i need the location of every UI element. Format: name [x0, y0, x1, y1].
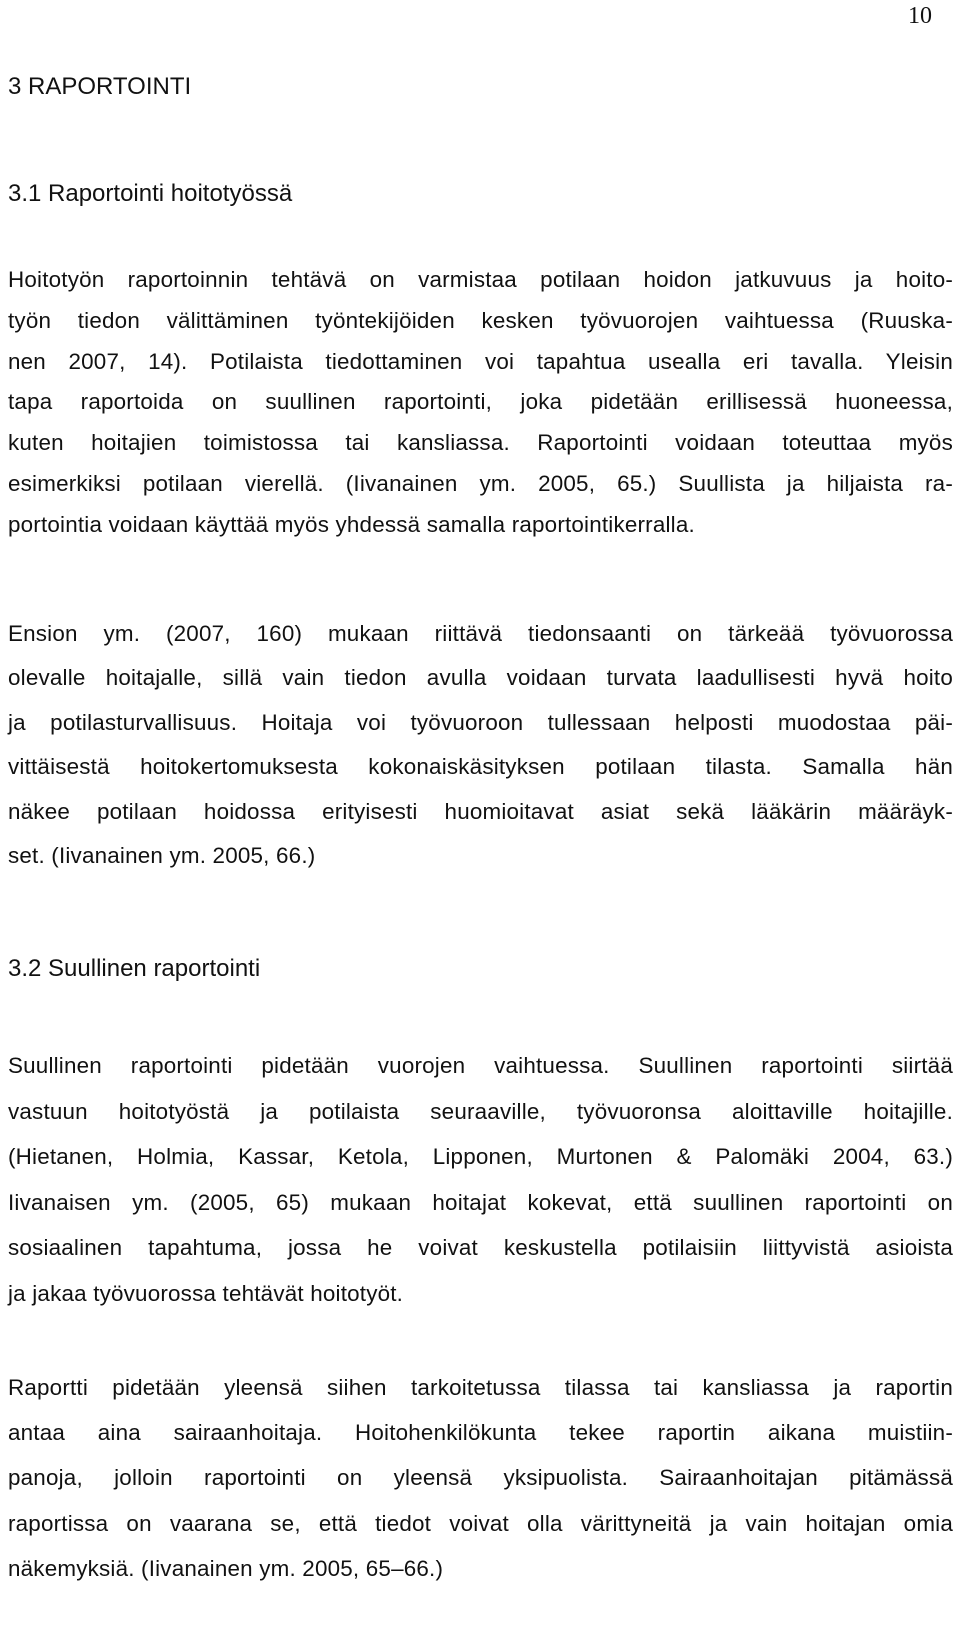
- text-line: nen 2007, 14). Potilaista tiedottaminen voi tapahtua usealla eri tavalla. Yleisin: [8, 348, 953, 374]
- section-title-suullinen-raportointi: 3.2 Suullinen raportointi: [8, 955, 261, 982]
- text-line: näkemyksiä. (Iivanainen ym. 2005, 65–66.): [8, 1555, 444, 1581]
- text-line: set. (Iivanainen ym. 2005, 66.): [8, 843, 316, 869]
- text-line: esimerkiksi potilaan vierellä. (Iivanainen ym. 2005, 65.) Suullista ja hiljaista ra-: [8, 470, 953, 496]
- paragraph-ension-tiedonsaanti: [8, 612, 953, 878]
- text-line: Raportti pidetään yleensä siihen tarkoitetussa tilassa tai kansliassa ja raportin: [8, 1375, 953, 1400]
- text-line: Ension ym. (2007, 160) mukaan riittävä tiedonsaanti on tärkeää työvuorossa: [8, 621, 953, 646]
- text-line: vittäisestä hoitokertomuksesta kokonaiskäsityksen potilaan tilasta. Samalla hän: [8, 754, 953, 780]
- text-line: näkee potilaan hoidossa erityisesti huomioitavat asiat sekä lääkärin määräyk-: [8, 798, 953, 824]
- chapter-title: 3 RAPORTOINTI: [8, 73, 192, 100]
- text-line: tapa raportoida on suullinen raportointi, joka pidetään erillisessä huoneessa,: [8, 389, 953, 415]
- text-line: Hoitotyön raportoinnin tehtävä on varmistaa potilaan hoidon jatkuvuus ja hoito-: [8, 267, 953, 292]
- text-line: antaa aina sairaanhoitaja. Hoitohenkilökunta tekee raportin aikana muistiin-: [8, 1420, 953, 1446]
- text-line: kuten hoitajien toimistossa tai kansliassa. Raportointi voidaan toteuttaa myös: [8, 430, 953, 456]
- text-line: portointia voidaan käyttää myös yhdessä samalla raportointikerralla.: [8, 511, 695, 537]
- text-line: (Hietanen, Holmia, Kassar, Ketola, Lipponen, Murtonen & Palomäki 2004, 63.): [8, 1144, 953, 1170]
- paragraph-hoitotyon-raportointi: [8, 260, 953, 546]
- text-line: panoja, jolloin raportointi on yleensä yksipuolista. Sairaanhoitajan pitämässä: [8, 1465, 953, 1491]
- text-line: vastuun hoitotyöstä ja potilaista seuraaville, työvuoronsa aloittaville hoitajille.: [8, 1098, 953, 1124]
- text-line: sosiaalinen tapahtuma, jossa he voivat keskustella potilaisiin liittyvistä asioista: [8, 1235, 953, 1261]
- text-line: Suullinen raportointi pidetään vuorojen vaihtuessa. Suullinen raportointi siirtää: [8, 1053, 953, 1078]
- text-line: työn tiedon välittäminen työntekijöiden kesken työvuorojen vaihtuessa (Ruuska-: [8, 307, 953, 333]
- text-line: Iivanaisen ym. (2005, 65) mukaan hoitajat kokevat, että suullinen raportointi on: [8, 1189, 953, 1215]
- paragraph-raportti-pidetaan: [8, 1365, 953, 1591]
- text-line: ja jakaa työvuorossa tehtävät hoitotyöt.: [8, 1280, 404, 1306]
- text-line: ja potilasturvallisuus. Hoitaja voi työvuoroon tullessaan helposti muodostaa päi-: [8, 709, 953, 735]
- paragraph-suullinen-raportointi: [8, 1043, 953, 1317]
- text-line: olevalle hoitajalle, sillä vain tiedon avulla voidaan turvata laadullisesti hyvä hoito: [8, 665, 953, 691]
- page-number: 10: [908, 3, 932, 29]
- section-title-raportointi-hoitotyossa: 3.1 Raportointi hoitotyössä: [8, 180, 293, 207]
- text-line: raportissa on vaarana se, että tiedot voivat olla värittyneitä ja vain hoitajan omia: [8, 1510, 953, 1536]
